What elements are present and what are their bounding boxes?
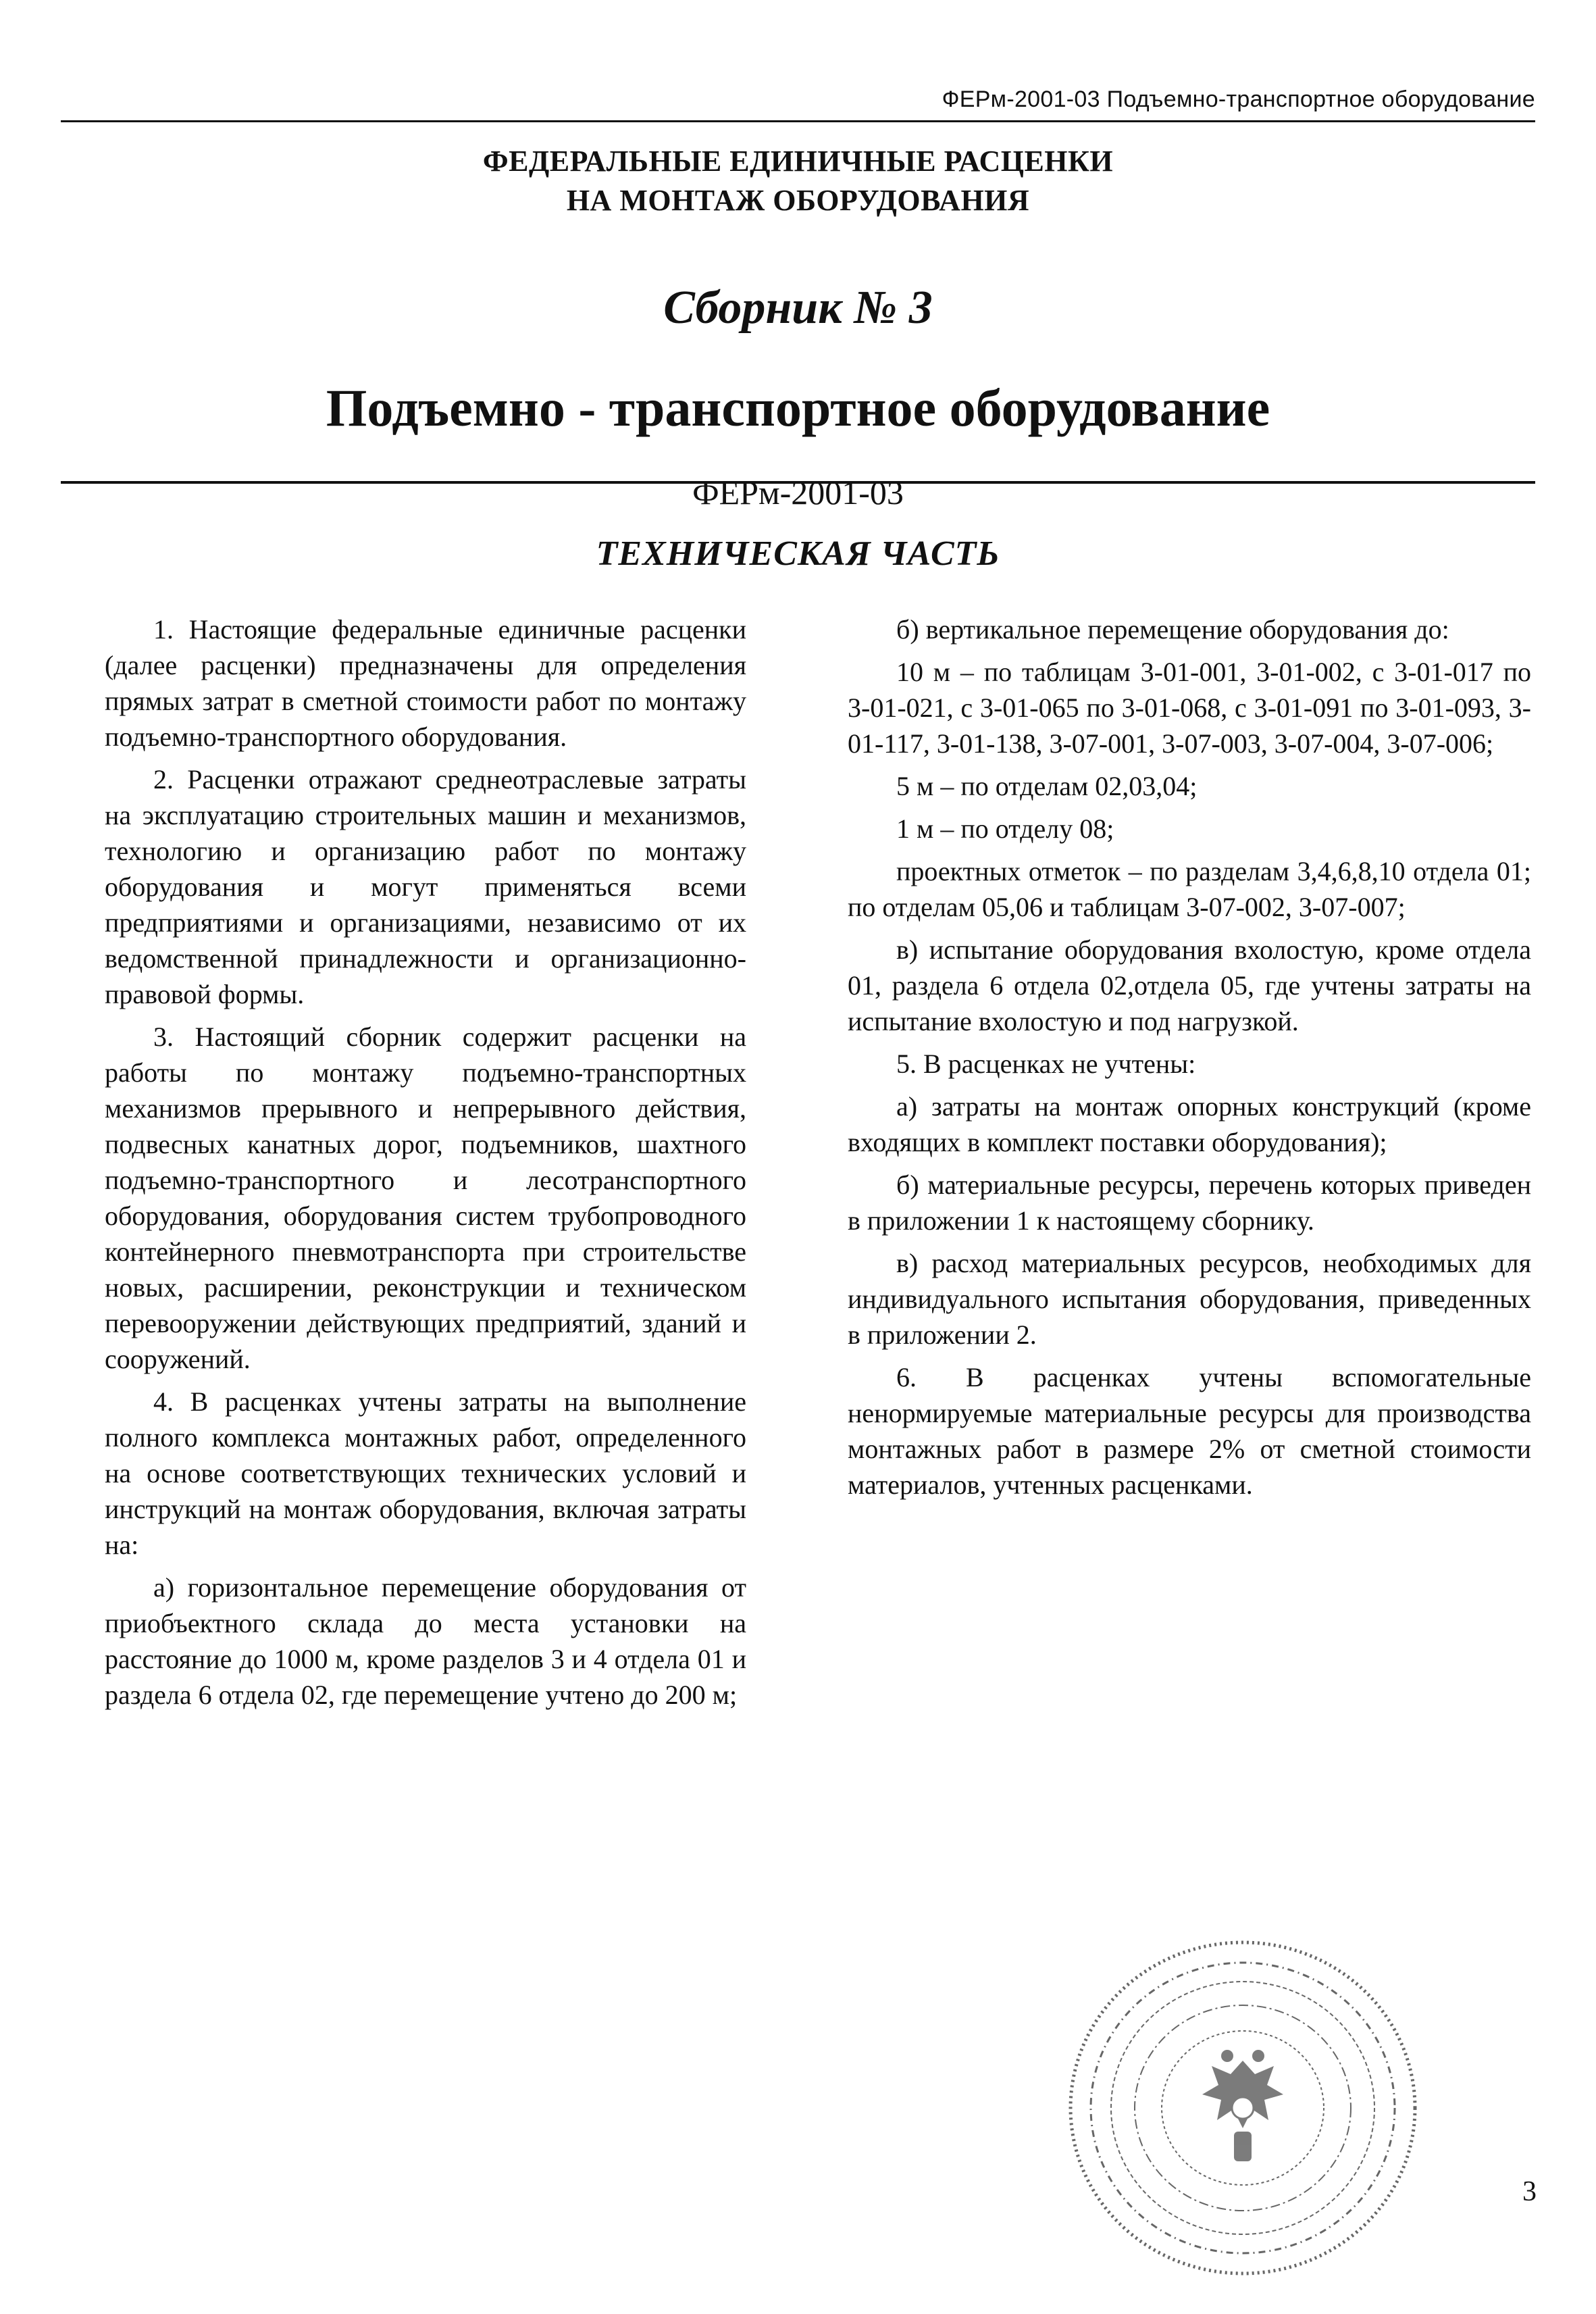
paragraph-1: 1. Настоящие федеральные единичные расценки (далее расценки) предназначены для определения прямых затрат в сметной стоимости работ по монтажу подъемно-транспортного оборудования. [105, 614, 746, 752]
document-code: ФЕРм-2001-03 [692, 474, 904, 511]
paragraph-4b-1m: 1 м – по отделу 08; [896, 813, 1114, 844]
paragraph-5a: а) затраты на монтаж опорных конструкций (кроме входящих в комплект поставки оборудования); [848, 1091, 1531, 1157]
paragraph-4b-marks: проектных отметок – по разделам 3,4,6,8,10 отдела 01; по отделам 05,06 и таблицам 3-07-002, 3-07-007; [848, 856, 1531, 922]
paragraph-4b-5m: 5 м – по отделам 02,03,04; [896, 771, 1198, 801]
title-block [61, 142, 1535, 513]
official-seal-icon [1057, 1929, 1435, 2287]
subject-title: Подъемно - транспортное оборудование [326, 378, 1270, 437]
page-number: 3 [1522, 2176, 1537, 2207]
paragraph-2: 2. Расценки отражают среднеотраслевые затраты на эксплуатацию строительных машин и механизмов, технологию и организацию работ по монтажу оборудования и могут применяться всеми предприятиями и организациями, независимо от их ведомственной принадлежности и организационно-правовой формы. [105, 764, 746, 1009]
paragraph-4: 4. В расценках учтены затраты на выполнение полного комплекса монтажных работ, определенного на основе соответствующих технических условий и инструкций на монтаж оборудования, включая затраты на: [105, 1386, 746, 1560]
paragraph-4b-10m: 10 м – по таблицам 3-01-001, 3-01-002, с 3-01-017 по 3-01-021, с 3-01-065 по 3-01-068, с 3-01-091 по 3-01-093, 3-01-117, 3-01-138, 3-07-001, 3-07-003, 3-07-004, 3-07-006; [848, 657, 1531, 759]
left-column [105, 611, 746, 1719]
title-rule [61, 481, 1535, 484]
paragraph-4a: а) горизонтальное перемещение оборудования от приобъектного склада до места установки на расстояние до 1000 м, кроме разделов 3 и 4 отдела 01 и раздела 6 отдела 02, где перемещение учтено до 200 м; [105, 1572, 746, 1710]
paragraph-3: 3. Настоящий сборник содержит расценки на работы по монтажу подъемно-транспортных механизмов прерывного и непрерывного действия, подвесных канатных дорог, подъемников, шахтного подъемно-транспортного и лесотранспортного оборудования, оборудования систем трубопроводного контейнерного пневмотранспорта при строительстве новых, расширении, реконструкции и техническом перевооружении действующих предприятий, зданий и сооружений. [105, 1022, 746, 1374]
paragraph-4v: в) испытание оборудования вхолостую, кроме отдела 01, раздела 6 отдела 02,отдела 05, где учтены затраты на испытание вхолостую и под нагрузкой. [848, 934, 1531, 1036]
collection-title: Сборник № 3 [663, 282, 933, 334]
title-line-1: ФЕДЕРАЛЬНЫЕ ЕДИНИЧНЫЕ РАСЦЕНКИ [482, 145, 1114, 178]
paragraph-5b: б) материальные ресурсы, перечень которых приведен в приложении 1 к настоящему сборнику. [848, 1169, 1531, 1236]
paragraph-5v: в) расход материальных ресурсов, необходимых для индивидуального испытания оборудования, приведенных в приложении 2. [848, 1248, 1531, 1350]
paragraph-6: 6. В расценках учтены вспомогательные ненормируемые материальные ресурсы для производства монтажных работ в размере 2% от сметной стоимости материалов, учтенных расценками. [848, 1362, 1531, 1500]
section-title: ТЕХНИЧЕСКАЯ ЧАСТЬ [596, 534, 1000, 573]
right-column [848, 611, 1531, 1509]
paragraph-5-intro: 5. В расценках не учтены: [896, 1049, 1196, 1079]
paragraph-4b-intro: б) вертикальное перемещение оборудования до: [896, 614, 1449, 645]
header-rule [61, 120, 1535, 122]
title-line-2: НА МОНТАЖ ОБОРУДОВАНИЯ [566, 184, 1030, 217]
running-header: ФЕРм-2001-03 Подъемно-транспортное оборудование [942, 86, 1535, 112]
